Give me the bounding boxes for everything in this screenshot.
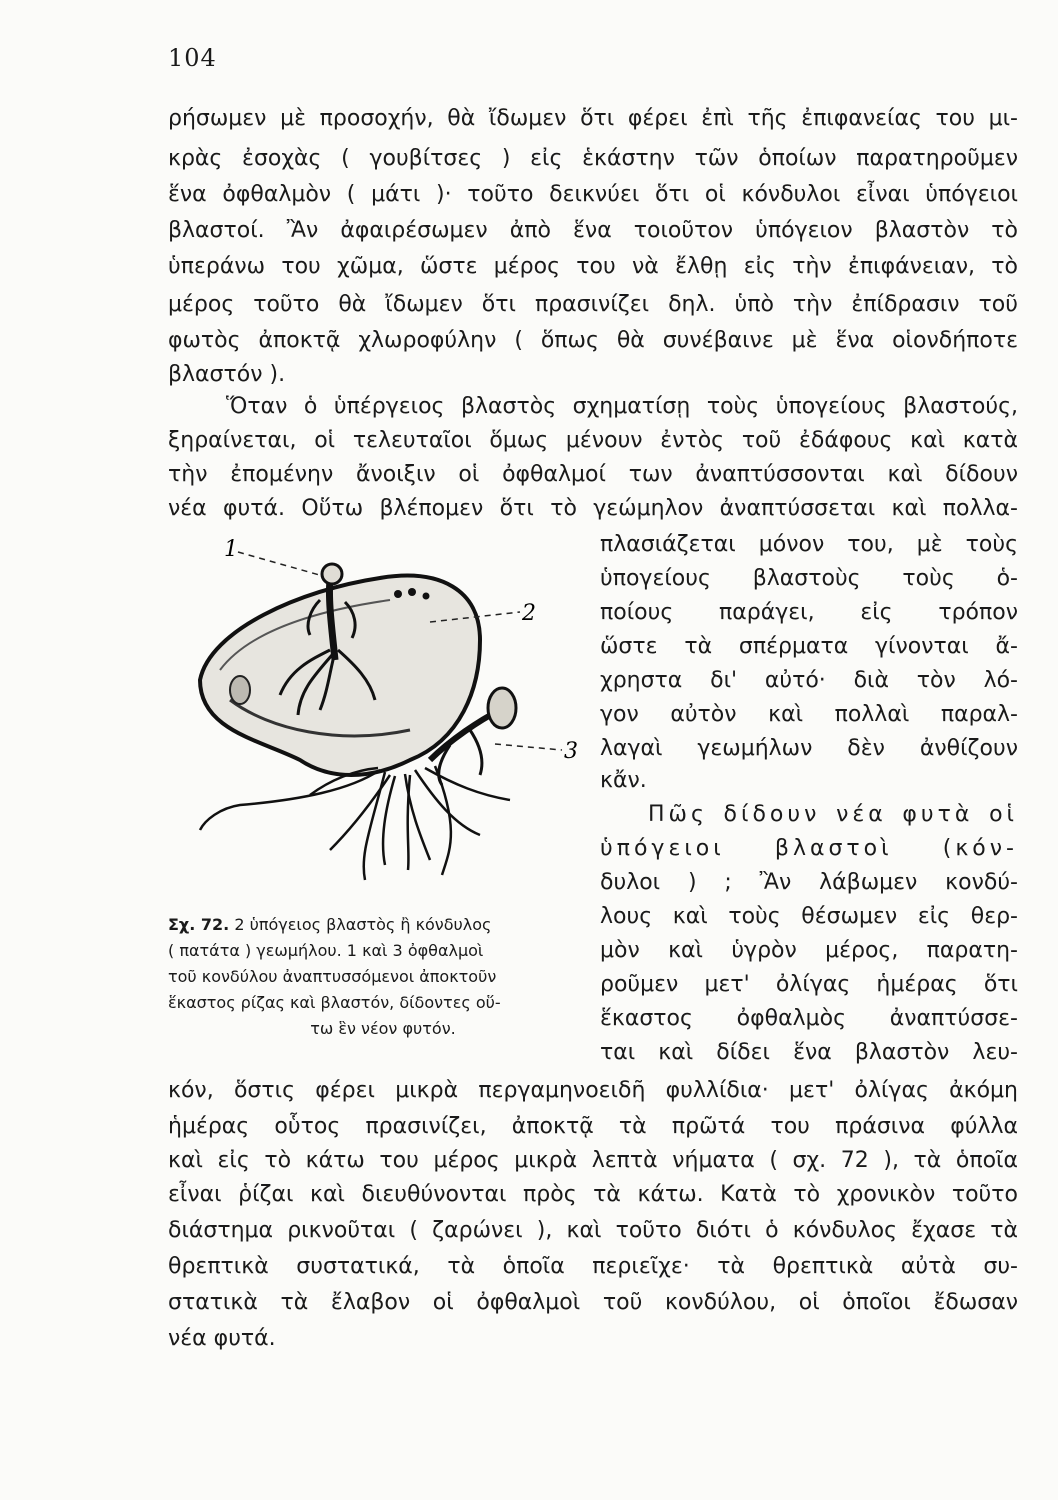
caption-line: τοῦ κονδύλου ἀναπτυσσόμενοι ἀποκτοῦν <box>168 967 497 986</box>
figure-caption <box>168 912 598 1042</box>
figure-label-2: 2 <box>522 601 536 626</box>
text-line: θρεπτικὰ συστατικά, τὰ ὁποῖα περιεῖχε· τὰ θρεπτικὰ αὐτὰ συ- <box>168 1254 1018 1279</box>
text-line: ἕνα ὀφθαλμὸν ( μάτι )· τοῦτο δεικνύει ὅτι οἱ κόνδυλοι εἶναι ὑπόγειοι <box>168 182 1018 207</box>
text-line: κἄν. <box>600 768 647 793</box>
text-line: ποίους παράγει, εἰς τρόπον <box>600 600 1018 625</box>
section-heading: Πῶς δίδουν νέα φυτὰ οἱ <box>648 802 1018 827</box>
text-line: ὑπογείους βλαστοὺς τοὺς ὁ- <box>600 566 1018 591</box>
section-heading: ὑπόγειοι βλαστοὶ (κόν- <box>600 836 1018 861</box>
caption-line: ( πατάτα ) γεωμήλου. 1 καὶ 3 ὀφθαλμοὶ <box>168 941 484 960</box>
text-line: τὴν ἐπομένην ἄνοιξιν οἱ ὀφθαλμοί των ἀναπτύσσονται καὶ δίδουν <box>168 462 1018 487</box>
text-line: βλαστόν ). <box>168 362 286 387</box>
text-line: πλασιάζεται μόνον του, μὲ τοὺς <box>600 532 1018 557</box>
figure-label-1: 1 <box>224 537 238 562</box>
text-line: νέα φυτά. <box>168 1326 276 1351</box>
text-line: φωτὸς ἀποκτᾷ χλωροφύλην ( ὅπως θὰ συνέβαινε μὲ ἕνα οἱονδήποτε <box>168 328 1018 353</box>
text-line: μὸν καὶ ὑγρὸν μέρος, παρατη- <box>600 938 1018 963</box>
text-line: ἡμέρας οὗτος πρασινίζει, ἀποκτᾷ τὰ πρῶτά του πράσινα φύλλα <box>168 1114 1018 1139</box>
text-line: δυλοι ) ; Ἂν λάβωμεν κονδύ- <box>600 870 1018 895</box>
caption-line: ἕκαστος ρίζας καὶ βλαστόν, δίδοντες οὕ- <box>168 993 501 1012</box>
page-number: 104 <box>168 44 217 72</box>
text-line: κόν, ὅστις φέρει μικρὰ περγαμηνοειδῆ φυλλίδια· μετ' ὀλίγας ἀκόμη <box>168 1078 1018 1103</box>
text-line: βλαστοί. Ἂν ἀφαιρέσωμεν ἀπὸ ἕνα τοιοῦτον ὑπόγειον βλαστὸν τὸ <box>168 218 1018 243</box>
text-line: Ὅταν ὁ ὑπέργειος βλαστὸς σχηματίσῃ τοὺς ὑπογείους βλαστούς, <box>226 394 1018 419</box>
potato-tuber-illustration <box>180 530 600 900</box>
text-line: ἕκαστος ὀφθαλμὸς ἀναπτύσσε- <box>600 1006 1018 1031</box>
text-line: λαγαὶ γεωμήλων δὲν ἀνθίζουν <box>600 736 1018 761</box>
text-line: ρήσωμεν μὲ προσοχήν, θὰ ἴδωμεν ὅτι φέρει ἐπὶ τῆς ἐπιφανείας του μι- <box>168 106 1018 131</box>
text-line: καὶ εἰς τὸ κάτω του μέρος μικρὰ λεπτὰ νήματα ( σχ. 72 ), τὰ ὁποῖα <box>168 1148 1018 1173</box>
roots <box>200 766 510 880</box>
text-line: εἶναι ῥίζαι καὶ διευθύνονται πρὸς τὰ κάτω. Κατὰ τὸ χρονικὸν τοῦτο <box>168 1182 1018 1207</box>
text-line: ται καὶ δίδει ἕνα βλαστὸν λευ- <box>600 1040 1018 1065</box>
caption-line: 2 ὑπόγειος βλαστὸς ἢ κόνδυλος <box>234 915 492 934</box>
text-line: στατικὰ τὰ ἔλαβον οἱ ὀφθαλμοὶ τοῦ κονδύλου, οἱ ὁποῖοι ἔδωσαν <box>168 1290 1018 1315</box>
text-line: ξηραίνεται, οἱ τελευταῖοι ὅμως μένουν ἐντὸς τοῦ ἐδάφους καὶ κατὰ <box>168 428 1018 453</box>
text-line: ροῦμεν μετ' ὀλίγας ἡμέρας ὅτι <box>600 972 1018 997</box>
text-line: κρὰς ἐσοχὰς ( γουβίτσες ) εἰς ἑκάστην τῶν ὁποίων παρατηροῦμεν <box>168 146 1018 171</box>
text-line: λους καὶ τοὺς θέσωμεν εἰς θερ- <box>600 904 1018 929</box>
text-line: ὑπεράνω του χῶμα, ὥστε μέρος του νὰ ἔλθῃ εἰς τὴν ἐπιφάνειαν, τὸ <box>168 254 1018 279</box>
text-line: διάστημα ρικνοῦται ( ζαρώνει ), καὶ τοῦτο διότι ὁ κόνδυλος ἔχασε τὰ <box>168 1218 1018 1243</box>
figure-label-3: 3 <box>564 739 578 764</box>
text-line: ὥστε τὰ σπέρματα γίνονται ἄ- <box>600 634 1018 659</box>
text-line: νέα φυτά. Οὕτω βλέπομεν ὅτι τὸ γεώμηλον ἀναπτύσσεται καὶ πολλα- <box>168 496 1018 521</box>
text-line: γον αὐτὸν καὶ πολλαὶ παραλ- <box>600 702 1018 727</box>
caption-line: τω ἓν νέον φυτόν. <box>310 1019 456 1038</box>
text-line: μέρος τοῦτο θὰ ἴδωμεν ὅτι πρασινίζει δηλ. ὑπὸ τὴν ἐπίδρασιν τοῦ <box>168 292 1018 317</box>
text-line: χρηστα δι' αὐτό· διὰ τὸν λό- <box>600 668 1018 693</box>
caption-label: Σχ. 72. <box>168 915 230 934</box>
